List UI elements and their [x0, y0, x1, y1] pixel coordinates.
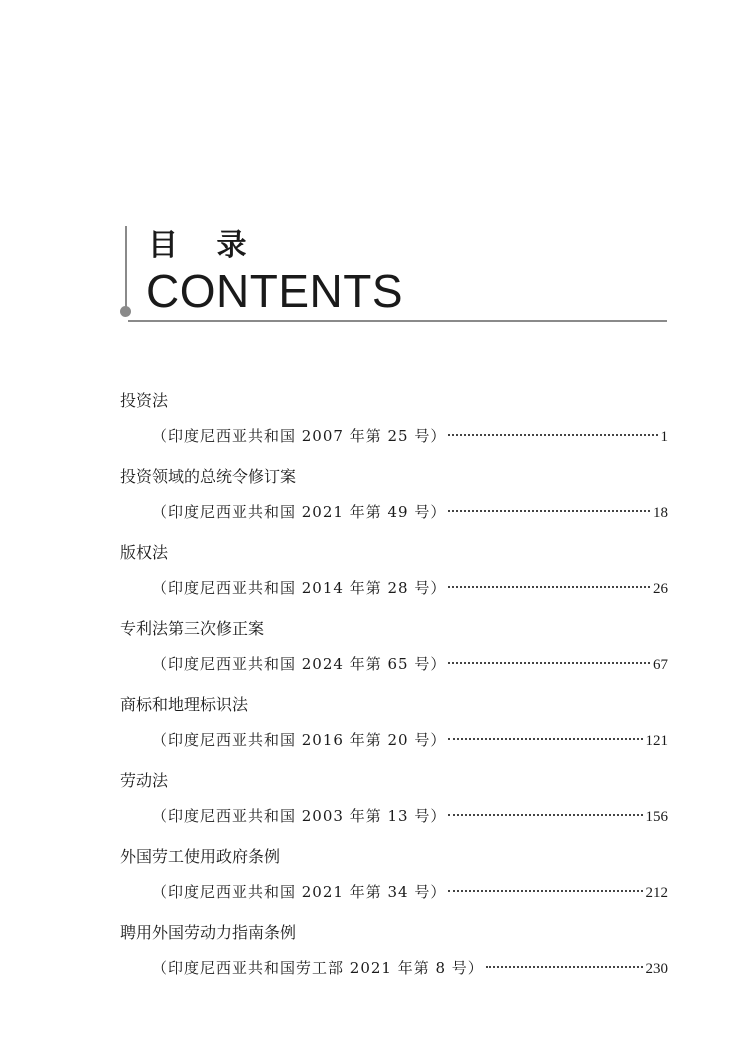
toc-entry[interactable] [120, 918, 668, 994]
toc-entry-reference: （印度尼西亚共和国 2016 年第 20 号） [152, 731, 447, 749]
toc-entry-page-number: 121 [645, 733, 668, 749]
dot-leader [448, 434, 657, 436]
toc-entry-page-number: 230 [645, 961, 668, 977]
toc-entry-reference-line[interactable] [120, 644, 668, 690]
toc-entry[interactable] [120, 462, 668, 538]
toc-entry-page-number: 18 [653, 505, 668, 521]
toc-entry-reference: （印度尼西亚共和国 2021 年第 34 号） [152, 883, 447, 901]
toc-entry-reference: （印度尼西亚共和国 2007 年第 25 号） [152, 427, 447, 445]
toc-entry-page-number: 1 [660, 429, 668, 445]
toc-entry-reference: （印度尼西亚共和国 2021 年第 49 号） [152, 503, 447, 521]
heading-bullet-dot [120, 306, 131, 317]
toc-entry-page-number: 67 [653, 657, 668, 673]
toc-entry-page-number: 212 [645, 885, 668, 901]
toc-entry-title[interactable]: 专利法第三次修正案 [120, 619, 265, 638]
toc-entry-reference: （印度尼西亚共和国 2024 年第 65 号） [152, 655, 447, 673]
toc-entry-reference: （印度尼西亚共和国劳工部 2021 年第 8 号） [152, 959, 484, 977]
toc-entry-title[interactable]: 聘用外国劳动力指南条例 [120, 923, 297, 942]
toc-entry-reference-line[interactable] [120, 948, 668, 994]
toc-entry-reference-line[interactable] [120, 872, 668, 918]
contents-title-chinese: 目 录 [148, 228, 261, 263]
toc-entry-reference-line[interactable] [120, 492, 668, 538]
toc-entry-reference-line[interactable] [120, 796, 668, 842]
toc-entry-page-number: 26 [653, 581, 668, 597]
toc-entry[interactable] [120, 842, 668, 918]
dot-leader [448, 738, 642, 740]
toc-entry-reference: （印度尼西亚共和国 2014 年第 28 号） [152, 579, 447, 597]
toc-entry[interactable] [120, 690, 668, 766]
toc-entry-title[interactable]: 版权法 [120, 543, 169, 562]
toc-entry-title[interactable]: 劳动法 [120, 771, 169, 790]
toc-entry-title[interactable]: 商标和地理标识法 [120, 695, 249, 714]
heading-vertical-rule [125, 226, 127, 314]
toc-entry[interactable] [120, 766, 668, 842]
dot-leader [448, 890, 642, 892]
table-of-contents [120, 386, 668, 994]
dot-leader [448, 662, 650, 664]
contents-title-english: CONTENTS [146, 265, 403, 317]
toc-entry-reference: （印度尼西亚共和国 2003 年第 13 号） [152, 807, 447, 825]
dot-leader [486, 966, 643, 968]
dot-leader [448, 510, 650, 512]
toc-entry-reference-line[interactable] [120, 416, 668, 462]
toc-entry-title[interactable]: 投资法 [120, 391, 169, 410]
toc-entry[interactable] [120, 538, 668, 614]
dot-leader [448, 814, 642, 816]
toc-entry[interactable] [120, 386, 668, 462]
toc-entry-reference-line[interactable] [120, 720, 668, 766]
dot-leader [448, 586, 650, 588]
toc-entry-page-number: 156 [645, 809, 668, 825]
heading-horizontal-rule [128, 320, 667, 322]
toc-entry[interactable] [120, 614, 668, 690]
toc-entry-title[interactable]: 投资领域的总统令修订案 [120, 467, 297, 486]
toc-entry-title[interactable]: 外国劳工使用政府条例 [120, 847, 281, 866]
toc-entry-reference-line[interactable] [120, 568, 668, 614]
